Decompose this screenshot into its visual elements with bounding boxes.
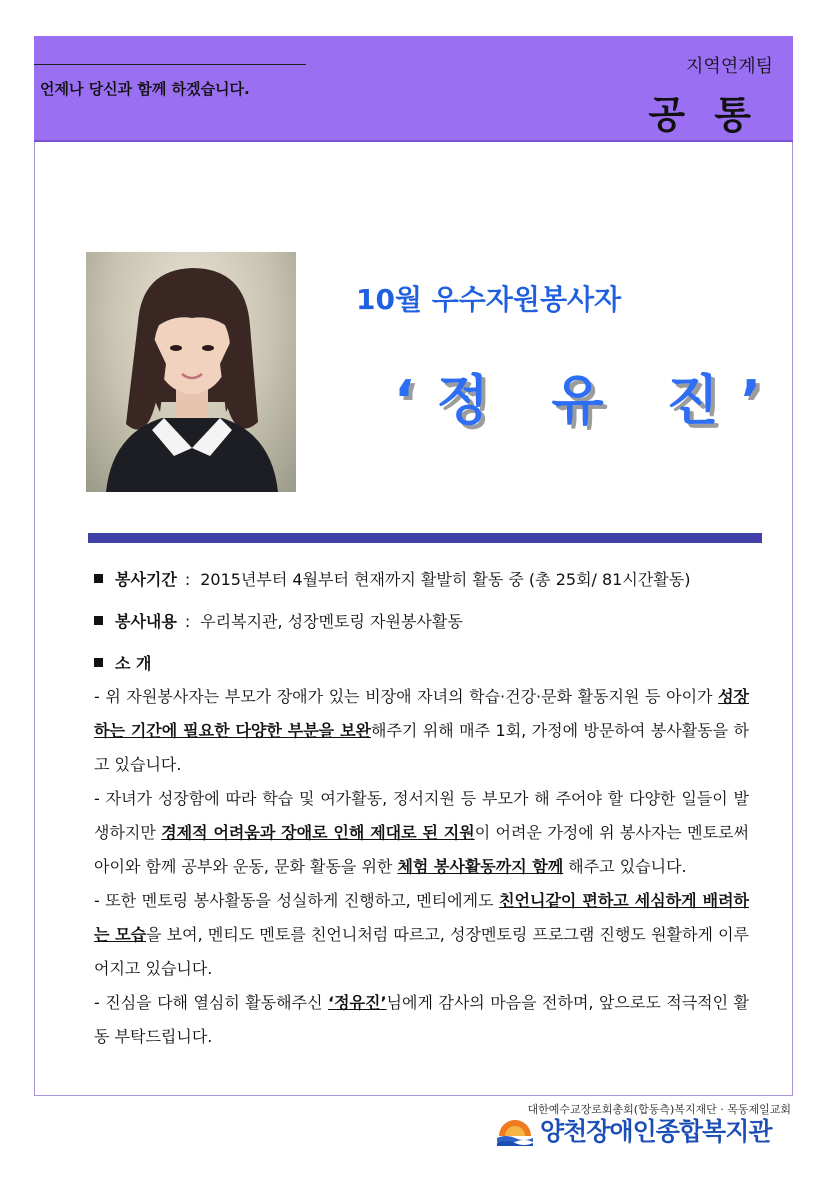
footer-affiliation: 대한예수교장로회총회(합동측)복지재단 · 목동제일교회 — [527, 1103, 791, 1116]
intro-text-run: - 진심을 다해 열심히 활동해주신 — [94, 993, 329, 1012]
intro-paragraph — [94, 782, 749, 884]
detail-value: 2015년부터 4월부터 현재까지 활발히 활동 중 (총 25회/ 81시간활동) — [200, 570, 691, 589]
intro-text-run: - 또한 멘토링 봉사활동을 성실하게 진행하고, 멘티에게도 — [94, 891, 500, 910]
detail-key: 봉사기간 — [115, 570, 177, 589]
intro-emphasis: 경제적 어려움과 장애로 인해 제대로 된 지원 — [161, 823, 475, 842]
detail-content — [94, 609, 463, 632]
detail-key: 봉사내용 — [115, 612, 177, 631]
intro-text-run: 해주고 있습니다. — [563, 857, 687, 876]
intro-text-run: 이 어려운 가정에 위 봉사자는 멘토로써 아이와 함께 공부와 운동, 문화 활동을 위한 — [94, 823, 749, 876]
award-title: 10월 우수자원봉사자 — [356, 283, 622, 316]
detail-value: 우리복지관, 성장멘토링 자원봉사활동 — [200, 612, 463, 631]
section-divider — [88, 533, 762, 543]
slogan: 언제나 당신과 함께 하겠습니다. — [40, 80, 250, 98]
volunteer-photo — [86, 252, 296, 492]
intro-text-run: - 자녀가 성장함에 따라 학습 및 여가활동, 정서지원 등 부모가 해 주어야 할 다양한 일들이 발생하지만 — [94, 789, 749, 842]
intro-paragraph — [94, 680, 749, 782]
detail-key: 소 개 — [115, 654, 152, 673]
intro-paragraph — [94, 986, 749, 1054]
header-rule — [34, 64, 306, 65]
award-volunteer-name: ‘정 유 진’ — [394, 369, 784, 432]
intro-emphasis: 친언니같이 편하고 세심하게 배려하는 모습 — [94, 891, 749, 944]
intro-text-run: 을 보여, 멘티도 멘토를 친언니처럼 따르고, 성장멘토링 프로그램 진행도 원활하게 이루어지고 있습니다. — [94, 925, 749, 978]
detail-period — [94, 567, 690, 590]
intro-text-run: 님에게 감사의 마음을 전하며, 앞으로도 적극적인 활동 부탁드립니다. — [94, 993, 749, 1046]
team-name: 공 통 — [648, 93, 759, 137]
bullet-square-icon — [94, 616, 103, 625]
detail-intro — [94, 651, 159, 674]
intro-text-run: 해주기 위해 매주 1회, 가정에 방문하여 봉사활동을 하고 있습니다. — [94, 721, 749, 774]
intro-text-run: - 위 자원봉사자는 부모가 장애가 있는 비장애 자녀의 학습·건강·문화 활동지원 등 아이가 — [94, 687, 719, 706]
intro-emphasis: ‘정유진’ — [328, 993, 387, 1012]
header-banner — [34, 36, 793, 142]
welfare-center-logo-icon — [496, 1114, 534, 1146]
team-label: 지역연계팀 — [686, 56, 773, 77]
intro-emphasis: 성장하는 기간에 필요한 다양한 부분을 보완 — [94, 687, 749, 740]
intro-emphasis: 체험 봉사활동까지 함께 — [397, 857, 564, 876]
detail-sep: : — [184, 570, 191, 589]
detail-sep: : — [184, 612, 191, 631]
intro-paragraph — [94, 884, 749, 986]
bullet-square-icon — [94, 658, 103, 667]
bullet-square-icon — [94, 574, 103, 583]
intro-text — [94, 680, 749, 1054]
welfare-center-name: 양천장애인종합복지관 — [540, 1117, 772, 1146]
